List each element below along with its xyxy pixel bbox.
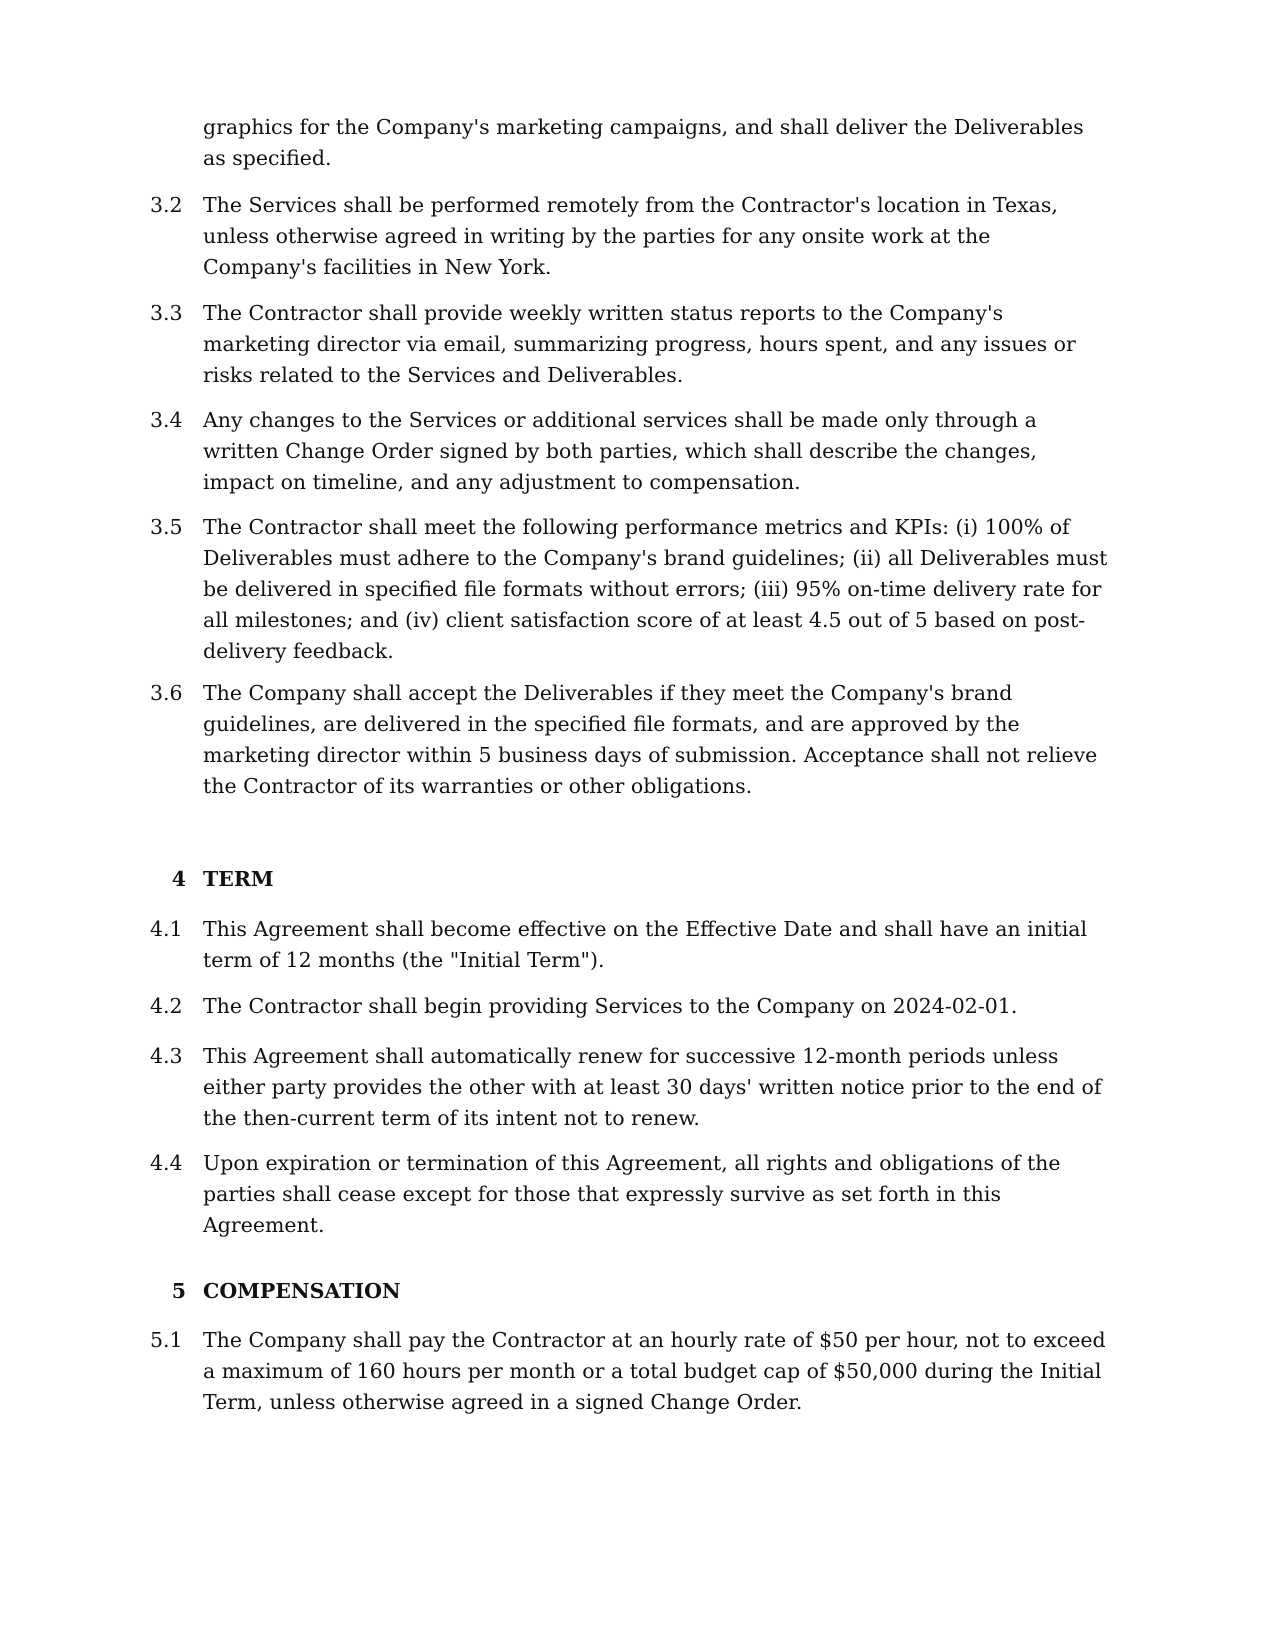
clause-4-4: [150, 1148, 1110, 1241]
clause-text: The Company shall accept the Deliverables if they meet the Company's brand guidelines, are delivered in the specified file formats, and are approved by the marketing director within 5 business days of submission. Acceptance shall not relieve the Contractor of its warranties or other obligations.: [203, 681, 1098, 798]
clause-4-3: [150, 1041, 1110, 1134]
clause-text: The Contractor shall meet the following performance metrics and KPIs: (i) 100% of Deliverables must adhere to the Company's brand guidelines; (ii) all Deliverables must be delivered in specified file formats without errors; (iii) 95% on-time delivery rate for all milestones; and (iv) client satisfaction score of at least 4.5 out of 5 based on post-delivery feedback.: [203, 515, 1108, 663]
clause-text: The Contractor shall begin providing Services to the Company on 2024-02-01.: [203, 994, 1018, 1018]
section-heading-compensation: [150, 1276, 1050, 1307]
clause-text: This Agreement shall become effective on the Effective Date and shall have an initial term of 12 months (the "Initial Term").: [203, 917, 1088, 972]
clause-number: 4.1: [150, 917, 183, 941]
clause-number: 3.3: [150, 301, 183, 325]
clause-number: 3.2: [150, 193, 183, 217]
clause-3-5: [150, 512, 1110, 667]
section-number: 4: [171, 867, 186, 891]
clause-3-3: [150, 298, 1110, 391]
clause-text: This Agreement shall automatically renew for successive 12-month periods unless either party provides the other with at least 30 days' written notice prior to the end of the then-current term of its intent not to renew.: [203, 1044, 1102, 1130]
clause-number: 4.2: [150, 994, 183, 1018]
clause-number: 3.6: [150, 681, 183, 705]
clause-number: 3.5: [150, 515, 183, 539]
clause-5-1: [150, 1325, 1110, 1418]
clause-3-4: [150, 405, 1110, 498]
section-heading-term: [150, 864, 1050, 895]
clause-text: The Company shall pay the Contractor at an hourly rate of $50 per hour, not to exceed a maximum of 160 hours per month or a total budget cap of $50,000 during the Initial Term, unless otherwise agreed in a signed Change Order.: [203, 1328, 1106, 1414]
clause-3-1-continuation: [150, 112, 1110, 174]
clause-4-1: [150, 914, 1110, 976]
section-number: 5: [171, 1279, 186, 1303]
clause-number: 5.1: [150, 1328, 183, 1352]
clause-text: Upon expiration or termination of this Agreement, all rights and obligations of the parties shall cease except for those that expressly survive as set forth in this Agreement.: [203, 1151, 1061, 1237]
clause-text: The Services shall be performed remotely from the Contractor's location in Texas, unless otherwise agreed in writing by the parties for any onsite work at the Company's facilities in New York.: [203, 193, 1058, 279]
clause-3-6: [150, 678, 1110, 802]
clause-text: Any changes to the Services or additional services shall be made only through a written Change Order signed by both parties, which shall describe the changes, impact on timeline, and any adjustment to compensation.: [203, 408, 1037, 494]
section-title: TERM: [203, 867, 274, 891]
clause-text: The Contractor shall provide weekly written status reports to the Company's marketing director via email, summarizing progress, hours spent, and any issues or risks related to the Services and Deliverables.: [203, 301, 1076, 387]
section-title: COMPENSATION: [203, 1279, 401, 1303]
clause-number: 4.3: [150, 1044, 183, 1068]
clause-text: graphics for the Company's marketing campaigns, and shall deliver the Deliverables as specified.: [203, 115, 1084, 170]
clause-number: 3.4: [150, 408, 183, 432]
clause-4-2: [150, 991, 1110, 1022]
clause-3-2: [150, 190, 1110, 283]
clause-number: 4.4: [150, 1151, 183, 1175]
